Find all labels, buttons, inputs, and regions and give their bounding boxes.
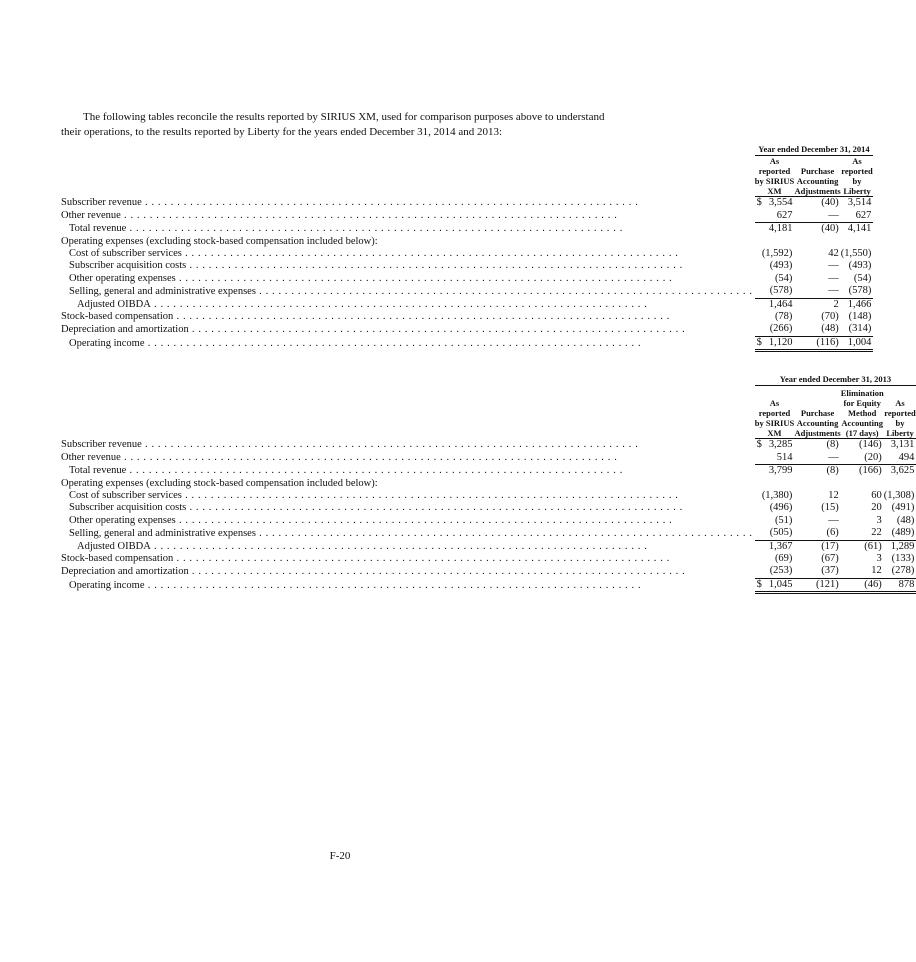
cell-value: 1,120 (762, 336, 795, 350)
cell-value: — (794, 285, 840, 298)
cell-value: (8) (826, 465, 839, 477)
cell-value: (48) (896, 514, 915, 526)
row-label: Other revenue . . . (61, 452, 619, 463)
row-label: Adjusted OIBDA . . . (77, 299, 649, 310)
currency-symbol: $ (755, 336, 762, 350)
cell-value: — (828, 514, 839, 526)
cell-value: (1,550) (840, 248, 872, 260)
col-header-purchase-accounting: Purchase Accounting Adjustments (794, 386, 840, 439)
table-row (61, 197, 873, 210)
cell-value: 3,285 (768, 439, 793, 451)
cell-value: (40) (821, 197, 839, 209)
section-label: Operating expenses (excluding stock-based compensation included below): (61, 477, 378, 489)
cell-value: — (794, 210, 840, 223)
table-row (61, 565, 916, 578)
cell-value: (314) (841, 323, 874, 336)
currency-symbol: $ (756, 197, 762, 209)
cell-value: (266) (762, 323, 795, 336)
table-row (61, 210, 873, 223)
currency-symbol: $ (755, 578, 762, 592)
cell-value: 20 (871, 502, 882, 514)
cell-value: (505) (762, 527, 795, 540)
row-label: Subscriber revenue . . . (61, 197, 640, 208)
cell-value: (148) (848, 311, 872, 323)
cell-value: 12 (841, 565, 884, 578)
cell-value: 878 (884, 578, 916, 592)
cell-value: 4,181 (768, 223, 793, 235)
cell-value: 627 (841, 210, 874, 223)
cell-value: 1,289 (890, 540, 915, 552)
cell-value: (493) (769, 260, 793, 272)
col-header-liberty: As reported by Liberty (884, 386, 916, 439)
row-label: Selling, general and administrative expenses . . . (69, 528, 755, 539)
cell-value: (253) (762, 565, 795, 578)
row-label: Adjusted OIBDA . . . (77, 541, 649, 552)
section-label: Operating expenses (excluding stock-based compensation included below): (61, 235, 378, 247)
cell-value: 494 (884, 452, 916, 465)
page-number: F-20 (329, 850, 351, 862)
table-row (61, 260, 873, 272)
cell-value: (70) (821, 311, 839, 323)
cell-value: (8) (826, 439, 839, 451)
cell-value: (61) (864, 540, 882, 552)
cell-value: 1,045 (762, 578, 795, 592)
cell-value: 3,799 (768, 465, 793, 477)
row-label: Total revenue . . . (69, 465, 625, 476)
cell-value: (116) (794, 336, 840, 350)
cell-value: 3,554 (768, 197, 793, 209)
cell-value: 3,131 (890, 439, 915, 451)
table-row (61, 298, 873, 311)
col-header-sirius: As reported by SIRIUS XM (754, 156, 795, 197)
row-label: Subscriber revenue . . . (61, 439, 640, 450)
currency-symbol: $ (756, 439, 762, 451)
cell-value: — (828, 260, 839, 272)
cell-value: (69) (774, 553, 793, 565)
table-2013-title: Year ended December 31, 2013 (755, 373, 916, 386)
cell-value: 1,004 (841, 336, 874, 350)
row-label: Subscriber acquisition costs . . . (69, 260, 685, 271)
cell-value: (133) (891, 553, 915, 565)
cell-value: (1,308) (883, 490, 915, 502)
cell-value: (121) (794, 578, 840, 592)
row-label: Operating income . . . (69, 580, 643, 591)
cell-value: (578) (841, 285, 874, 298)
col-header-equity-elimination: Elimination for Equity Method Accounting (17 days) (841, 386, 884, 439)
cell-value: 3 (876, 553, 882, 565)
cell-value: 627 (762, 210, 795, 223)
row-label: Other operating expenses . . . (69, 515, 674, 526)
cell-value: (1,592) (761, 248, 793, 260)
table-row (61, 515, 916, 527)
table-row (61, 336, 873, 350)
table-row (61, 465, 916, 478)
col-header-purchase-accounting: Purchase Accounting Adjustments (794, 156, 840, 197)
table-row (61, 502, 916, 514)
table-row (61, 311, 873, 323)
table-row (61, 553, 916, 565)
table-row (61, 452, 916, 465)
cell-value: (489) (884, 527, 916, 540)
cell-value: — (828, 272, 839, 284)
cell-value: (51) (774, 514, 793, 526)
cell-value: (17) (821, 540, 839, 552)
cell-value: 12 (828, 490, 839, 502)
cell-value: 1,464 (768, 298, 793, 310)
row-label: Other revenue . . . (61, 210, 619, 221)
table-2014 (61, 143, 873, 352)
row-label: Selling, general and administrative expenses . . . (69, 286, 755, 297)
row-label: Cost of subscriber services . . . (69, 248, 681, 259)
table-row (61, 223, 873, 236)
table-row (61, 490, 916, 502)
cell-value: (40) (821, 223, 839, 235)
cell-value: 42 (828, 248, 839, 260)
row-label: Depreciation and amortization . . . (61, 566, 687, 577)
table-row (61, 236, 873, 248)
cell-value: (146) (858, 439, 882, 451)
row-label: Stock-based compensation . . . (61, 553, 672, 564)
cell-value: (78) (774, 311, 793, 323)
table-row (61, 527, 916, 540)
table-row (61, 439, 916, 452)
table-row (61, 478, 916, 490)
cell-value: 60 (871, 490, 882, 502)
row-label: Cost of subscriber services . . . (69, 490, 681, 501)
table-row (61, 540, 916, 553)
cell-value: (493) (848, 260, 872, 272)
table-2014-title: Year ended December 31, 2014 (755, 143, 874, 156)
row-label: Operating income . . . (69, 338, 643, 349)
cell-value: (46) (841, 578, 884, 592)
cell-value: (6) (794, 527, 840, 540)
table-row (61, 578, 916, 592)
cell-value: (54) (774, 272, 793, 284)
cell-value: 1,367 (768, 540, 793, 552)
cell-value: (491) (891, 502, 915, 514)
row-label: Subscriber acquisition costs . . . (69, 502, 685, 513)
cell-value: 22 (841, 527, 884, 540)
cell-value: (54) (853, 272, 872, 284)
cell-value: 3,514 (847, 197, 872, 209)
row-label: Stock-based compensation . . . (61, 311, 672, 322)
table-row (61, 323, 873, 336)
cell-value: (166) (858, 465, 882, 477)
cell-value: (578) (762, 285, 795, 298)
cell-value: (20) (841, 452, 884, 465)
cell-value: — (794, 452, 840, 465)
cell-value: 514 (762, 452, 795, 465)
cell-value: 4,141 (847, 223, 872, 235)
cell-value: (67) (821, 553, 839, 565)
row-label: Depreciation and amortization . . . (61, 324, 687, 335)
cell-value: 3 (876, 514, 882, 526)
cell-value: (1,380) (761, 490, 793, 502)
cell-value: (15) (821, 502, 839, 514)
intro-paragraph: The following tables reconcile the results reported by SIRIUS XM, used for comparison purposes above to understand their operations, to the results reported by Liberty for the years ended December 31, 2014 and 2013: (61, 111, 605, 138)
cell-value: (37) (794, 565, 840, 578)
cell-value: 3,625 (890, 465, 915, 477)
table-row (61, 285, 873, 298)
row-label: Total revenue . . . (69, 223, 625, 234)
cell-value: (278) (884, 565, 916, 578)
col-header-sirius: As reported by SIRIUS XM (755, 386, 795, 439)
table-row (61, 273, 873, 285)
table-row (61, 248, 873, 260)
cell-value: (496) (769, 502, 793, 514)
table-2013 (61, 373, 916, 594)
row-label: Other operating expenses . . . (69, 273, 674, 284)
cell-value: 1,466 (847, 298, 872, 310)
cell-value: 2 (833, 298, 839, 310)
col-header-liberty: As reported by Liberty (841, 156, 873, 197)
cell-value: (48) (794, 323, 840, 336)
